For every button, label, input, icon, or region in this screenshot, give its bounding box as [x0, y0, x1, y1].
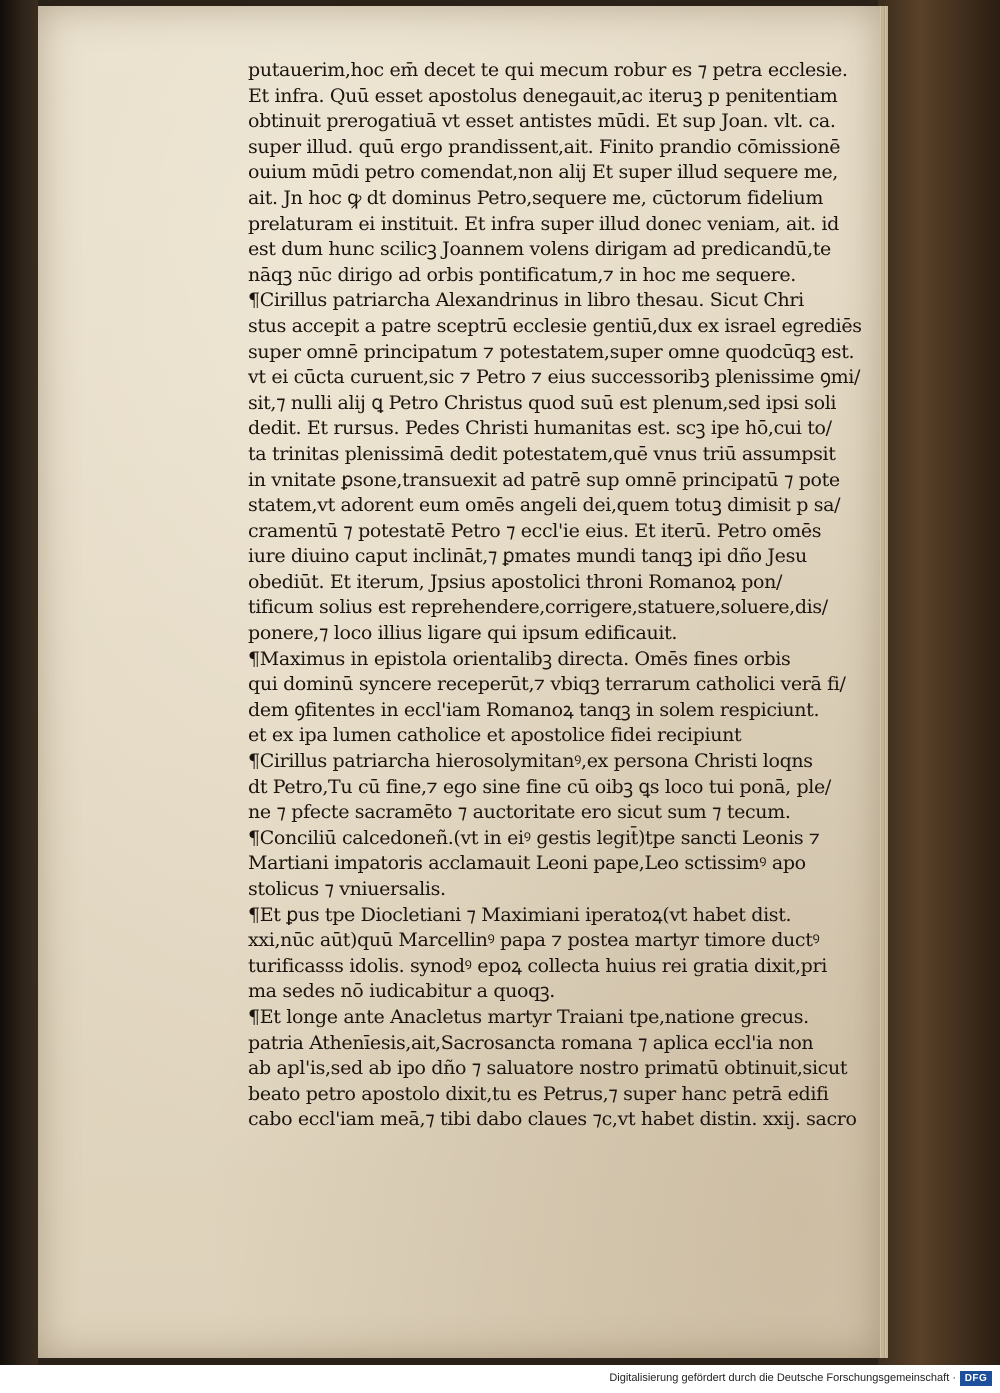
text-line: super omnē principatum ⁊ potestatem,super omne quodcūqꝫ est.: [248, 340, 855, 363]
text-line: in vnitate ꝑsone,transuexit ad patrē sup omnē principatū ⁊ pote: [248, 468, 840, 491]
text-line: Et infra. Quū esset apostolus denegauit,ac iteruꝫ p penitentiam: [248, 84, 838, 107]
text-line: beato petro apostolo dixit,tu es Petrus,⁊ super hanc petrā edifi: [248, 1082, 829, 1105]
text-line: nāqꝫ nūc dirigo ad orbis pontificatum,⁊ in hoc me sequere.: [248, 263, 796, 286]
text-line: ¶Maximus in epistola orientalibꝫ directa. Omēs fines orbis: [248, 647, 791, 670]
text-line: prelaturam ei instituit. Et infra super illud donec veniam, ait. id: [248, 212, 839, 235]
text-line: cabo eccl'iam meā,⁊ tibi dabo claues ⁊c,vt habet distin. xxij. sacro: [248, 1108, 857, 1131]
text-line: ma sedes nō iudicabitur a quoqꝫ.: [248, 980, 555, 1003]
text-line: ¶Conciliū calcedoneñ.(vt in eiꝰ gestis legit̄)tpe sancti Leonis ⁊: [248, 826, 820, 849]
text-line: ponere,⁊ loco illius ligare qui ipsum edificauit.: [248, 622, 678, 645]
text-block: [248, 58, 898, 1133]
funding-credit: Digitalisierung gefördert durch die Deutsche Forschungsgemeinschaft ·: [609, 1372, 956, 1384]
text-line: Martiani impatoris acclamauit Leoni pape,Leo sctissimꝰ apo: [248, 852, 806, 875]
text-line: qui dominū syncere receperūt,⁊ vbiqꝫ terrarum catholici verā fi/: [248, 673, 846, 696]
text-line: dem ꝯfitentes in eccl'iam Romanoꝝ tanqꝫ in solem respiciunt.: [248, 698, 820, 721]
text-line: stus accepit a patre sceptrū ecclesie gentiū,dux ex israel egrediēs: [248, 314, 862, 337]
text-line: ¶Cirillus patriarcha hierosolymitanꝰ,ex persona Christi loqns: [248, 750, 813, 773]
text-line: et ex ipa lumen catholice et apostolice fidei recipiunt: [248, 724, 742, 747]
text-line: stolicus ⁊ vniuersalis.: [248, 878, 446, 900]
text-line: ne ⁊ pfecte sacramēto ⁊ auctoritate ero sicut sum ⁊ tecum.: [248, 801, 791, 824]
text-line: putauerim,hoc em̄ decet te qui mecum robur es ⁊ petra ecclesie.: [248, 59, 848, 81]
text-line: ab apl'is,sed ab ipo dño ⁊ saluatore nostro primatū obtinuit,sicut: [248, 1057, 848, 1080]
footer-bar: [0, 1365, 1000, 1393]
text-line: super illud. quū ergo prandissent,ait. Finito prandio cōmissionē: [248, 135, 841, 158]
book-binding: [0, 0, 38, 1365]
text-line: xxi,nūc aūt)quū Marcellinꝰ papa ⁊ postea martyr timore ductꝰ: [248, 929, 820, 952]
text-line: statem,vt adorent eum omēs angeli dei,quem totuꝫ dimisit p sa/: [248, 494, 841, 517]
dfg-logo: DFG: [960, 1371, 992, 1386]
text-line: iure diuino caput inclināt,⁊ ꝑmates mundi tanqꝫ ipi dño Jesu: [248, 545, 807, 568]
text-line: ¶Cirillus patriarcha Alexandrinus in libro thesau. Sicut Chri: [248, 289, 804, 312]
text-line: cramentū ⁊ potestatē Petro ⁊ eccl'ie eius. Et iterū. Petro omēs: [248, 519, 822, 542]
text-line: obediūt. Et iterum, Jpsius apostolici throni Romanoꝝ pon/: [248, 570, 783, 593]
text-line: est dum hunc scilicꝫ Joannem volens dirigam ad predicandū,te: [248, 238, 831, 261]
text-line: ¶Et longe ante Anacletus martyr Traiani tpe,natione grecus.: [248, 1005, 809, 1028]
text-line: turificasss idolis. synodꝰ epoꝝ collecta huius rei gratia dixit,pri: [248, 954, 827, 977]
text-line: tificum solius est reprehendere,corrigere,statuere,soluere,dis/: [248, 596, 828, 619]
text-line: obtinuit prerogatiuā vt esset antistes mūdi. Et sup Joan. vlt. ca.: [248, 110, 836, 133]
text-line: ¶Et ꝑus tpe Diocletiani ⁊ Maximiani iperatoꝝ(vt habet dist.: [248, 903, 792, 926]
text-line: ta trinitas plenissimā dedit potestatem,quē vnus triū assumpsit: [248, 442, 836, 465]
text-line: sit,⁊ nulli alij ꝗ Petro Christus quod suū est plenum,sed ipsi soli: [248, 391, 837, 414]
text-line: dt Petro,Tu cū fine,⁊ ego sine fine cū oibꝫ ꝗs loco tui ponā, ple/: [248, 775, 831, 798]
text-line: ait. Jn hoc ꝙ dt dominus Petro,sequere me, cūctorum fidelium: [248, 186, 824, 209]
text-line: patria Athenīesis,ait,Sacrosancta romana ⁊ aplica eccl'ia non: [248, 1031, 814, 1054]
text-line: ouium mūdi petro comendat,non alij Et super illud sequere me,: [248, 161, 838, 184]
text-line: vt ei cūcta curuent,sic ⁊ Petro ⁊ eius successoribꝫ plenissime ꝯmi/: [248, 366, 861, 389]
text-line: dedit. Et rursus. Pedes Christi humanitas est. scꝫ ipe hō,cui to/: [248, 417, 832, 440]
